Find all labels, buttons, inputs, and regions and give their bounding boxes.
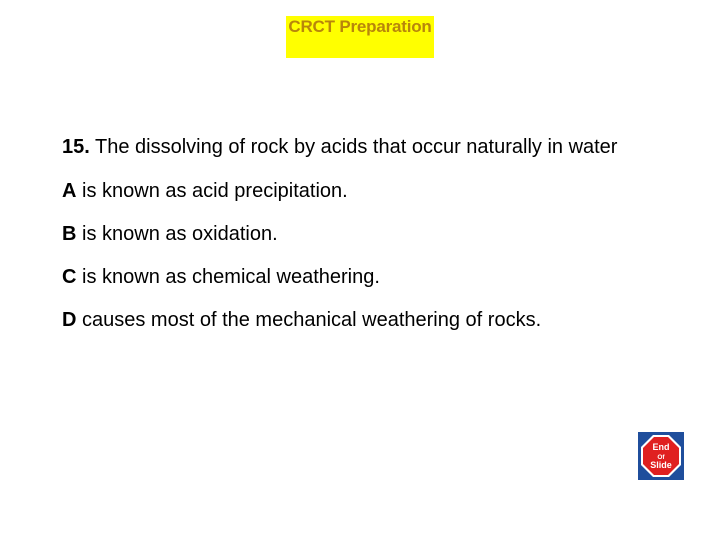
answer-option-a [62, 178, 672, 204]
answer-option-b [62, 221, 672, 247]
stop-sign-icon [640, 434, 682, 478]
option-letter: C [62, 266, 77, 288]
end-of-slide-button[interactable] [638, 432, 684, 480]
of-label: Of [657, 454, 665, 461]
option-text: causes most of the mechanical weathering of rocks. [76, 309, 542, 331]
end-label: End [652, 442, 670, 452]
question-block [62, 134, 672, 350]
option-text: is known as chemical weathering. [76, 266, 380, 288]
page-title: CRCT Preparation [286, 16, 433, 58]
question-body: The dissolving of rock by acids that occur naturally in water [89, 136, 618, 158]
option-letter: D [62, 309, 77, 331]
option-letter: B [62, 223, 77, 245]
answer-option-d [62, 307, 672, 333]
option-text: is known as acid precipitation. [76, 180, 348, 202]
option-letter: A [62, 180, 77, 202]
question-number: 15. [62, 136, 90, 158]
question-text [62, 134, 672, 160]
slide-label: Slide [650, 460, 672, 470]
answer-option-c [62, 264, 672, 290]
option-text: is known as oxidation. [76, 223, 278, 245]
header [0, 0, 720, 58]
